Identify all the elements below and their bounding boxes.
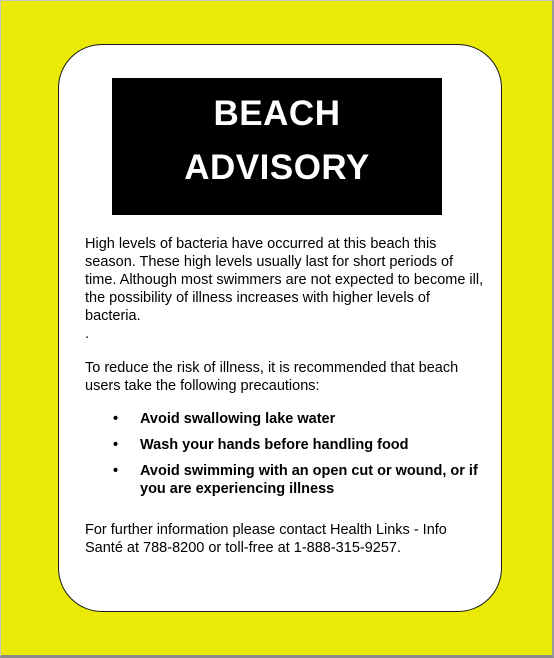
precaution-text: Wash your hands before handling food: [140, 437, 409, 453]
bullet-dot-icon: •: [113, 437, 119, 453]
precaution-item: [113, 410, 485, 428]
contact-paragraph: For further information please contact Health Links - Info Santé at 788-8200 or toll-free at 1-888-315-9257.: [85, 522, 447, 556]
precaution-text: Avoid swallowing lake water: [140, 411, 336, 427]
intro-paragraph: High levels of bacteria have occurred at this beach this season. These high levels usually last for short periods of time. Although most swimmers are not expected to become ill, the possibility of illness increases with higher levels of bacteria.: [85, 236, 484, 324]
bullet-dot-icon: •: [113, 463, 119, 479]
precautions-lead: To reduce the risk of illness, it is recommended that beach users take the following precautions:: [85, 360, 459, 394]
bullet-dot-icon: •: [113, 411, 119, 427]
title-line-advisory: ADVISORY: [184, 148, 370, 187]
precaution-item: [113, 436, 485, 454]
precautions-list: [113, 410, 485, 506]
title-line-beach: BEACH: [213, 94, 341, 133]
stray-period: .: [85, 326, 90, 342]
precaution-text: Avoid swimming with an open cut or wound, or if you are experiencing illness: [140, 463, 478, 497]
precaution-item: [113, 462, 485, 498]
advisory-title-box: [112, 78, 442, 215]
